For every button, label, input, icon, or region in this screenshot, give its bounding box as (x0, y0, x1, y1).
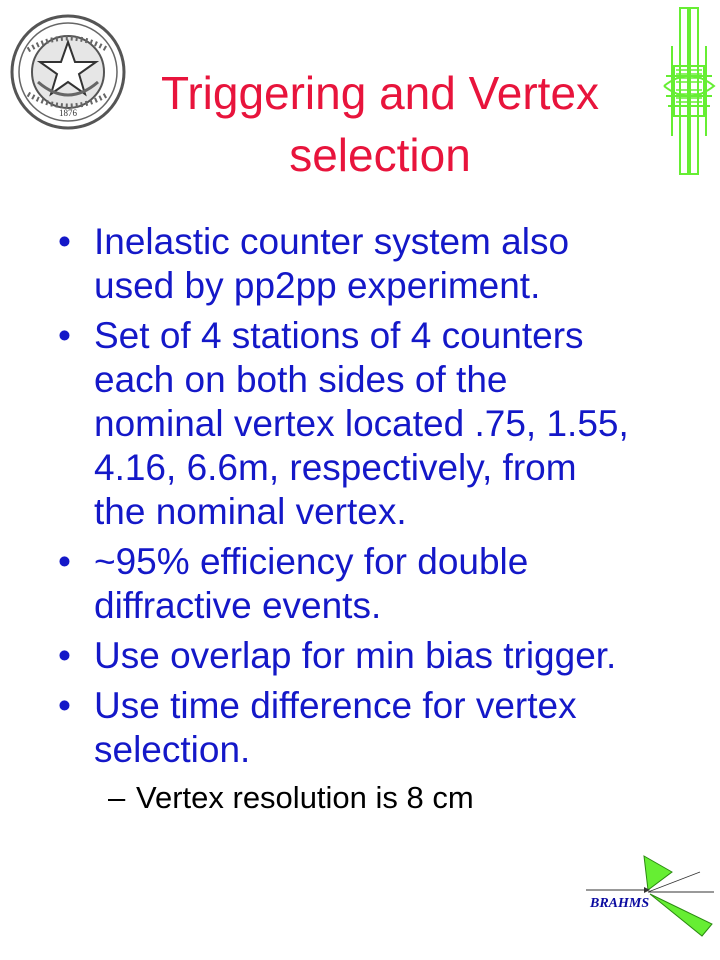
bullet-item (58, 220, 718, 308)
university-seal-icon (8, 12, 128, 132)
sub-bullet-item (58, 778, 718, 818)
brahms-logo-label: BRAHMS (590, 896, 650, 911)
bullet-dot-icon: • (58, 635, 71, 676)
bullet-line: ~95% efficiency for double (94, 541, 529, 582)
bullet-line: Use overlap for min bias trigger. (94, 635, 617, 676)
bullet-line: selection. (94, 729, 251, 770)
bullet-dot-icon: • (58, 221, 71, 262)
bullet-item (58, 634, 718, 678)
bullet-dot-icon: • (58, 315, 71, 356)
bullet-item (58, 540, 718, 628)
seal-year: 1876 (59, 108, 77, 118)
bullet-line: the nominal vertex. (94, 491, 407, 532)
bullet-line: used by pp2pp experiment. (94, 265, 541, 306)
brahms-logo-icon (584, 850, 720, 940)
bullet-line: Set of 4 stations of 4 counters (94, 315, 584, 356)
bullet-line: each on both sides of the (94, 359, 508, 400)
bullet-dot-icon: • (58, 541, 71, 582)
bullet-item (58, 684, 718, 772)
title-line-2: selection (289, 129, 471, 181)
bullet-line: 4.16, 6.6m, respectively, from (94, 447, 577, 488)
bullet-line: Use time difference for vertex (94, 685, 577, 726)
bullet-line: diffractive events. (94, 585, 382, 626)
bullet-line: Inelastic counter system also (94, 221, 570, 262)
title-line-1: Triggering and Vertex (160, 67, 600, 119)
page-title (120, 62, 640, 186)
sub-bullet-text: Vertex resolution is 8 cm (136, 780, 474, 815)
bullet-item (58, 314, 718, 534)
dash-icon: – (108, 780, 126, 815)
bullet-dot-icon: • (58, 685, 71, 726)
detector-diagram-icon (660, 6, 718, 176)
bullet-list (58, 220, 718, 818)
bullet-line: nominal vertex located .75, 1.55, (94, 403, 629, 444)
